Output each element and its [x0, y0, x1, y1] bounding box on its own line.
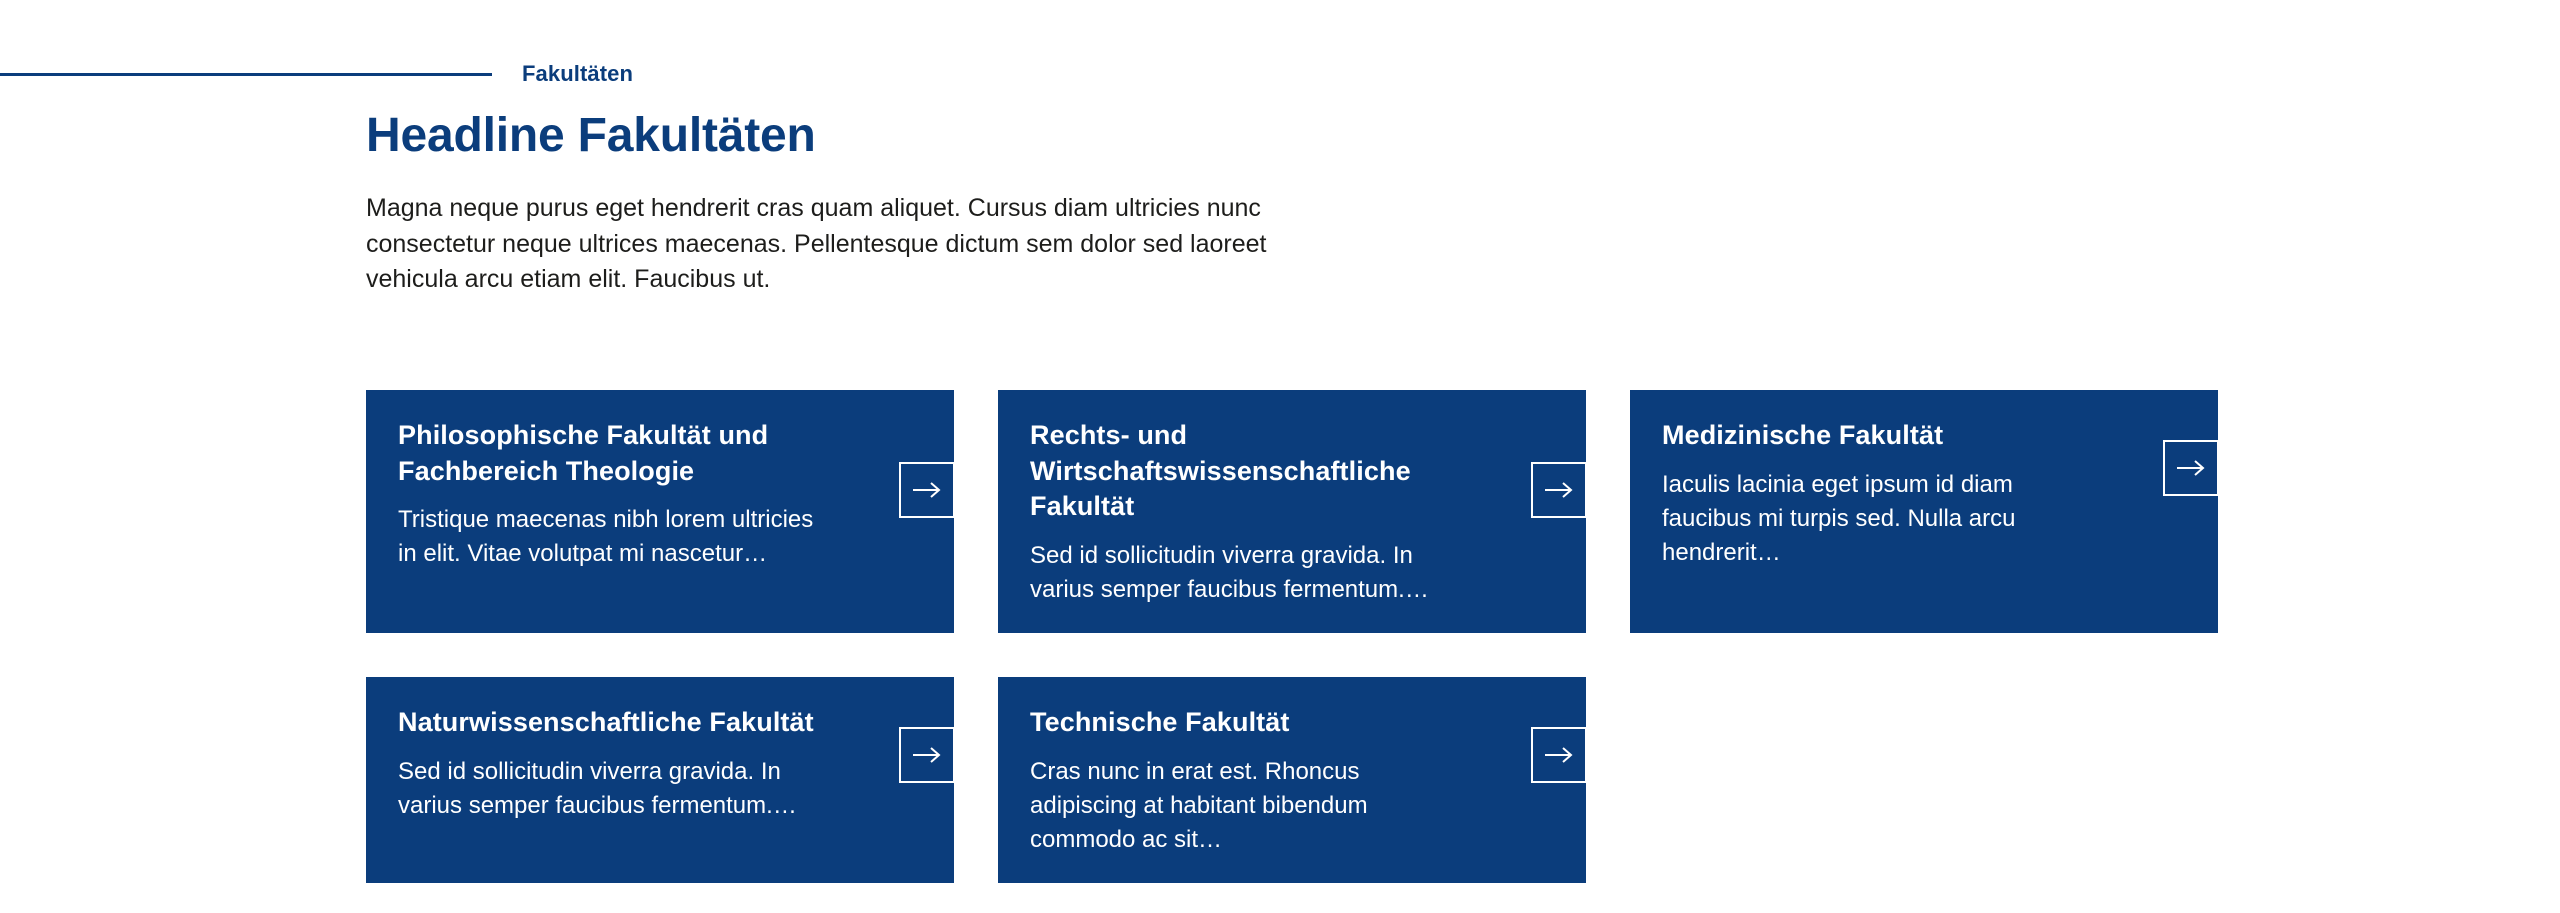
intro-section	[366, 108, 2256, 298]
arrow-right-icon[interactable]	[899, 727, 955, 783]
card-title: Medizinische Fakultät	[1662, 420, 1944, 450]
card-title: Rechts- und Wirtschaftswissenschaftliche Fakultät	[1030, 420, 1411, 522]
breadcrumb	[0, 0, 2560, 92]
breadcrumb-item-fakultaeten[interactable]: Fakultäten	[522, 61, 634, 86]
faculty-card-rechts-wirtschaft[interactable]	[998, 390, 1586, 633]
card-text: Cras nunc in erat est. Rhoncus adipiscing at habitant bibendum commodo ac sit…	[1030, 757, 1368, 853]
card-text: Tristique maecenas nibh lorem ultricies in elit. Vitae volutpat mi nascetur…	[398, 506, 814, 568]
breadcrumb-rule	[0, 73, 492, 76]
faculty-card-philosophische[interactable]	[366, 390, 954, 633]
faculty-card-naturwissenschaftliche[interactable]	[366, 677, 954, 883]
arrow-right-icon[interactable]	[899, 462, 955, 518]
card-title: Technische Fakultät	[1030, 707, 1290, 738]
arrow-right-icon[interactable]	[1531, 727, 1587, 783]
faculty-card-medizinische[interactable]	[1630, 390, 2218, 633]
intro-paragraph: Magna neque purus eget hendrerit cras quam aliquet. Cursus diam ultricies nunc consectetur neque ultrices maecenas. Pellentesque dictum sem dolor sed laoreet vehicula arcu etiam elit. Faucibus ut.	[366, 194, 1267, 294]
card-text: Iaculis lacinia eget ipsum id diam faucibus mi turpis sed. Nulla arcu hendrerit…	[1662, 470, 2016, 566]
card-text: Sed id sollicitudin viverra gravida. In varius semper faucibus fermentum.…	[1030, 541, 1429, 603]
arrow-right-icon[interactable]	[1531, 462, 1587, 518]
arrow-right-icon[interactable]	[2163, 440, 2219, 496]
page-title: Headline Fakultäten	[366, 109, 816, 162]
faculty-card-grid	[366, 390, 2256, 883]
card-title: Naturwissenschaftliche Fakultät	[398, 707, 814, 738]
faculty-card-technische[interactable]	[998, 677, 1586, 883]
card-title: Philosophische Fakultät und Fachbereich Theologie	[398, 420, 769, 486]
card-text: Sed id sollicitudin viverra gravida. In varius semper faucibus fermentum.…	[398, 757, 797, 819]
